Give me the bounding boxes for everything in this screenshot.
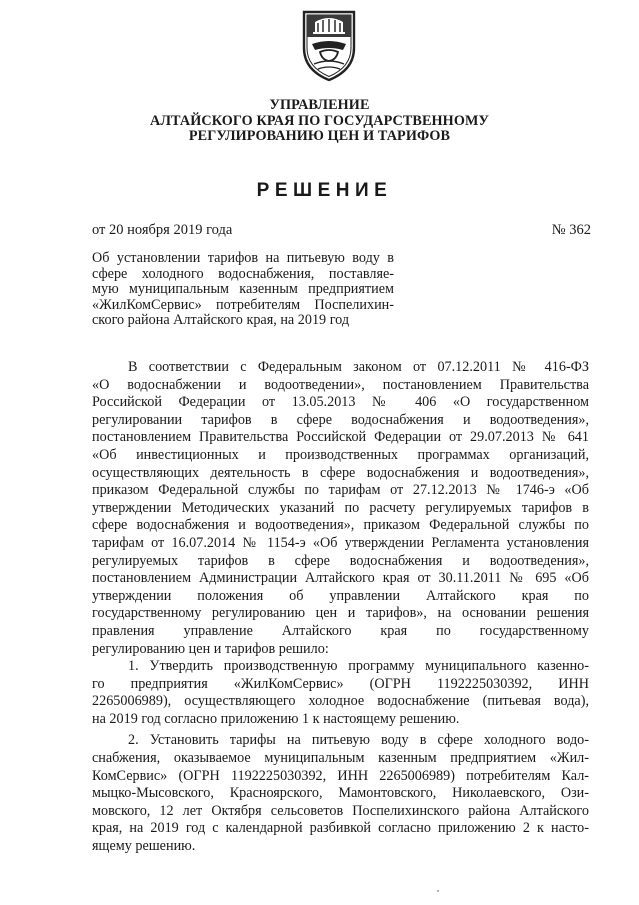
body-line: КомСервис» (ОГРН 1192225030392, ИНН 2265006989) потребителям Кал- — [92, 767, 589, 784]
organization-name — [0, 98, 639, 145]
item-1-paragraph — [92, 658, 589, 728]
body-line: на 2019 год согласно приложению 1 к настоящему решению. — [92, 710, 460, 727]
subject-line: ского района Алтайского края, на 2019 год — [92, 312, 350, 329]
org-line: УПРАВЛЕНИЕ — [269, 97, 370, 113]
body-line: регулируемых тарифов в сфере водоснабжения и водоотведения», — [92, 552, 589, 569]
body-line: регулировании тарифов в сфере водоснабжения и водоотведения», — [92, 411, 589, 428]
body-line: 2265006989), осуществляющего холодное водоснабжение (питьевая вода), — [92, 693, 589, 710]
body-line: приказом Федеральной службы по тарифам от 27.12.2013 № 1746-э «Об — [92, 482, 589, 499]
body-line: утверждении положения об управлении Алтайского края по — [92, 587, 589, 604]
body-line: правления управление Алтайского края по государственному — [92, 622, 589, 639]
body-line: снабжения, оказываемое муниципальным казенным предприятием «Жил- — [92, 750, 589, 767]
subject-line: «ЖилКомСервис» потребителям Поспелихин- — [92, 296, 394, 313]
body-line: осуществляющих деятельность в сфере водоснабжения и водоотведения», — [92, 464, 589, 481]
body-line: утверждении Методических указаний по расчету регулируемых тарифов в — [92, 499, 589, 516]
scan-speck — [437, 890, 439, 892]
document-title: РЕШЕНИЕ — [256, 180, 393, 201]
coat-of-arms-emblem — [298, 8, 360, 82]
body-line: «О водоснабжении и водоотведении», постановлением Правительства — [92, 376, 589, 393]
body-line: постановлением Правительства Российской Федерации от 29.07.2013 № 641 — [92, 429, 589, 446]
decision-body — [92, 359, 589, 856]
preamble-paragraph — [92, 359, 589, 658]
item-2-paragraph — [92, 732, 589, 855]
body-line: сфере водоснабжения и водоотведения», приказом Федеральной службы по — [92, 517, 589, 534]
body-line: мовского, 12 лет Октября сельсоветов Поспелихинского района Алтайского — [92, 802, 589, 819]
document-date: от 20 ноября 2019 года — [92, 222, 233, 238]
body-line: постановлением Администрации Алтайского края от 30.11.2011 № 695 «Об — [92, 570, 589, 587]
org-line: АЛТАЙСКОГО КРАЯ ПО ГОСУДАРСТВЕННОМУ — [150, 112, 489, 129]
subject-line: сфере холодного водоснабжения, поставляе- — [92, 265, 394, 282]
org-line: РЕГУЛИРОВАНИЮ ЦЕН И ТАРИФОВ — [188, 128, 451, 144]
body-line: «Об инвестиционных и производственных программах организаций, — [92, 446, 589, 463]
body-line: государственному регулированию цен и тарифов», на основании решения — [92, 605, 589, 622]
body-line: го предприятия «ЖилКомСервис» (ОГРН 1192225030392, ИНН — [92, 675, 589, 692]
subject-line: мую муниципальным казенным предприятием — [92, 281, 394, 298]
body-line: Российской Федерации от 13.05.2013 № 406 «О государственном — [92, 394, 589, 411]
body-line: регулированию цен и тарифов решило: — [92, 640, 329, 657]
body-line: ящему решению. — [92, 838, 196, 855]
subject-block — [92, 251, 394, 329]
body-line: В соответствии с Федеральным законом от 07.12.2011 № 416-ФЗ — [128, 359, 589, 375]
body-line: 2. Установить тарифы на питьевую воду в сфере холодного водо- — [128, 732, 589, 749]
body-line: 1. Утвердить производственную программу муниципального казенно- — [128, 658, 589, 675]
subject-line: Об установлении тарифов на питьевую воду в — [92, 250, 394, 266]
body-line: края, на 2019 год с календарной разбивкой согласно приложению 2 к насто- — [92, 820, 589, 837]
document-number: № 362 — [551, 222, 591, 238]
body-line: мыцко-Мысовского, Красноярского, Мамонтовского, Николаевского, Ози- — [92, 785, 589, 802]
body-line: тарифам от 16.07.2014 № 1154-э «Об утверждении Регламента установления — [92, 534, 589, 551]
